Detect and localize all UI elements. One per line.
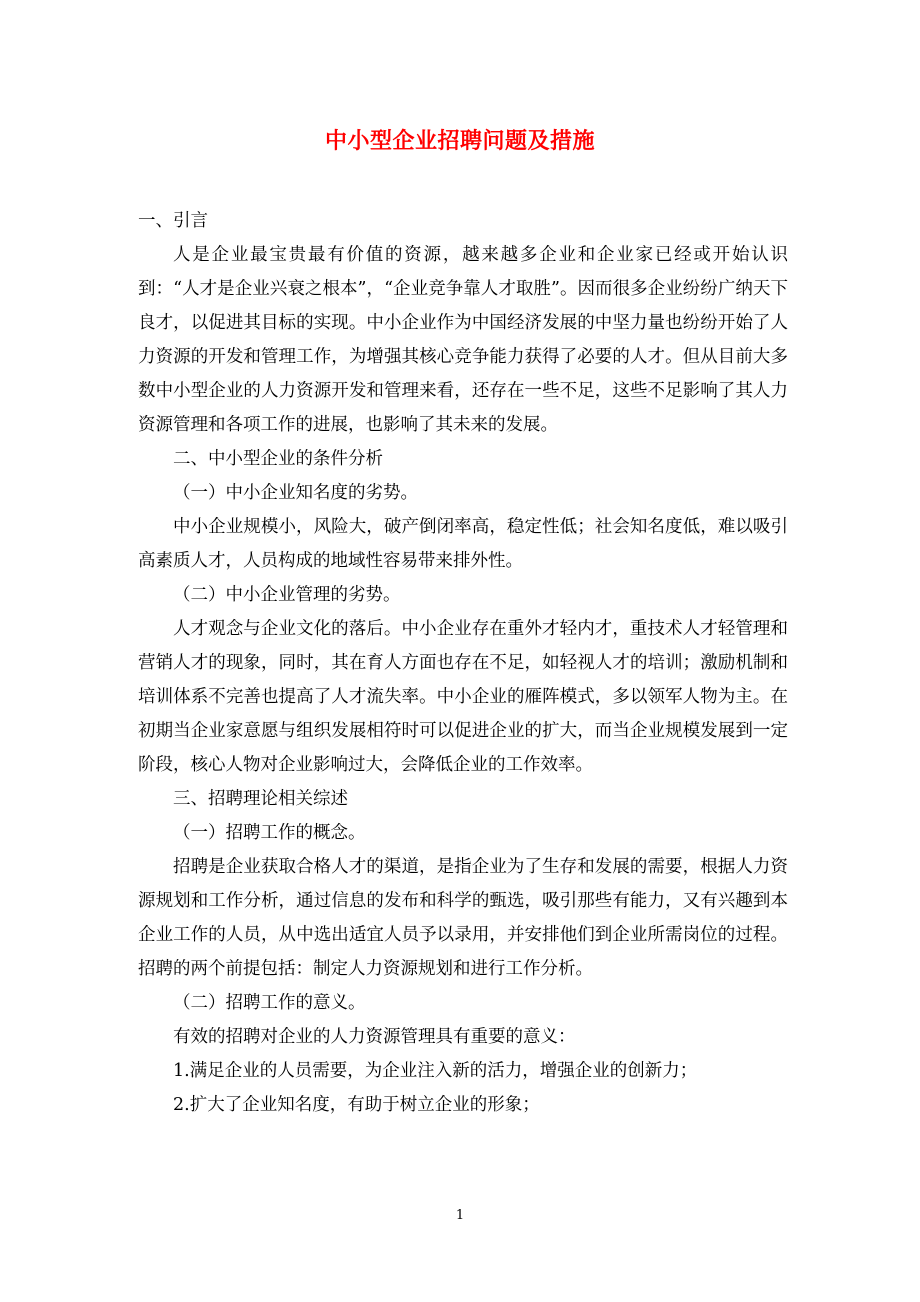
subheading-concept: （一）招聘工作的概念。	[173, 823, 366, 843]
subheading-management: （二）中小企业管理的劣势。	[173, 585, 401, 605]
paragraph-significance: 有效的招聘对企业的人力资源管理具有重要的意义：	[173, 1027, 576, 1047]
paragraph-management: 人才观念与企业文化的落后。中小企业存在重外才轻内才，重技术人才轻管理和营销人才的现象，同时，其在育人方面也存在不足，如轻视人才的培训；激励机制和培训体系不完善也提高了人才流失率。中小企业的雁阵模式，多以领军人物为主。在初期当企业家意愿与组织发展相符时可以促进企业的扩大，而当企业规模发展到一定阶段，核心人物对企业影响过大，会降低企业的工作效率。	[138, 619, 788, 775]
list-item-2: 2.扩大了企业知名度，有助于树立企业的形象；	[173, 1095, 540, 1115]
subheading-significance: （二）招聘工作的意义。	[173, 993, 366, 1013]
section-heading-intro: 一、引言	[138, 211, 208, 231]
document-title: 中小型企业招聘问题及措施	[324, 128, 595, 154]
paragraph-reputation: 中小企业规模小，风险大，破产倒闭率高，稳定性低；社会知名度低，难以吸引高素质人才，人员构成的地域性容易带来排外性。	[138, 517, 788, 571]
document-body	[138, 204, 788, 1122]
section-heading-theory: 三、招聘理论相关综述	[173, 789, 348, 809]
page-number: 1	[455, 1208, 465, 1223]
subheading-reputation: （一）中小企业知名度的劣势。	[173, 483, 418, 503]
list-item-1: 1.满足企业的人员需要，为企业注入新的活力，增强企业的创新力；	[173, 1061, 698, 1081]
paragraph-concept: 招聘是企业获取合格人才的渠道，是指企业为了生存和发展的需要，根据人力资源规划和工作分析，通过信息的发布和科学的甄选，吸引那些有能力，又有兴趣到本企业工作的人员，从中选出适宜人员予以录用，并安排他们到企业所需岗位的过程。招聘的两个前提包括：制定人力资源规划和进行工作分析。	[138, 857, 788, 979]
section-heading-analysis: 二、中小型企业的条件分析	[173, 449, 383, 469]
paragraph-intro: 人是企业最宝贵最有价值的资源，越来越多企业和企业家已经或开始认识到：“人才是企业兴衰之根本”，“企业竞争靠人才取胜”。因而很多企业纷纷广纳天下良才，以促进其目标的实现。中小企业作为中国经济发展的中坚力量也纷纷开始了人力资源的开发和管理工作，为增强其核心竞争能力获得了必要的人才。但从目前大多数中小型企业的人力资源开发和管理来看，还存在一些不足，这些不足影响了其人力资源管理和各项工作的进展，也影响了其未来的发展。	[138, 245, 788, 435]
